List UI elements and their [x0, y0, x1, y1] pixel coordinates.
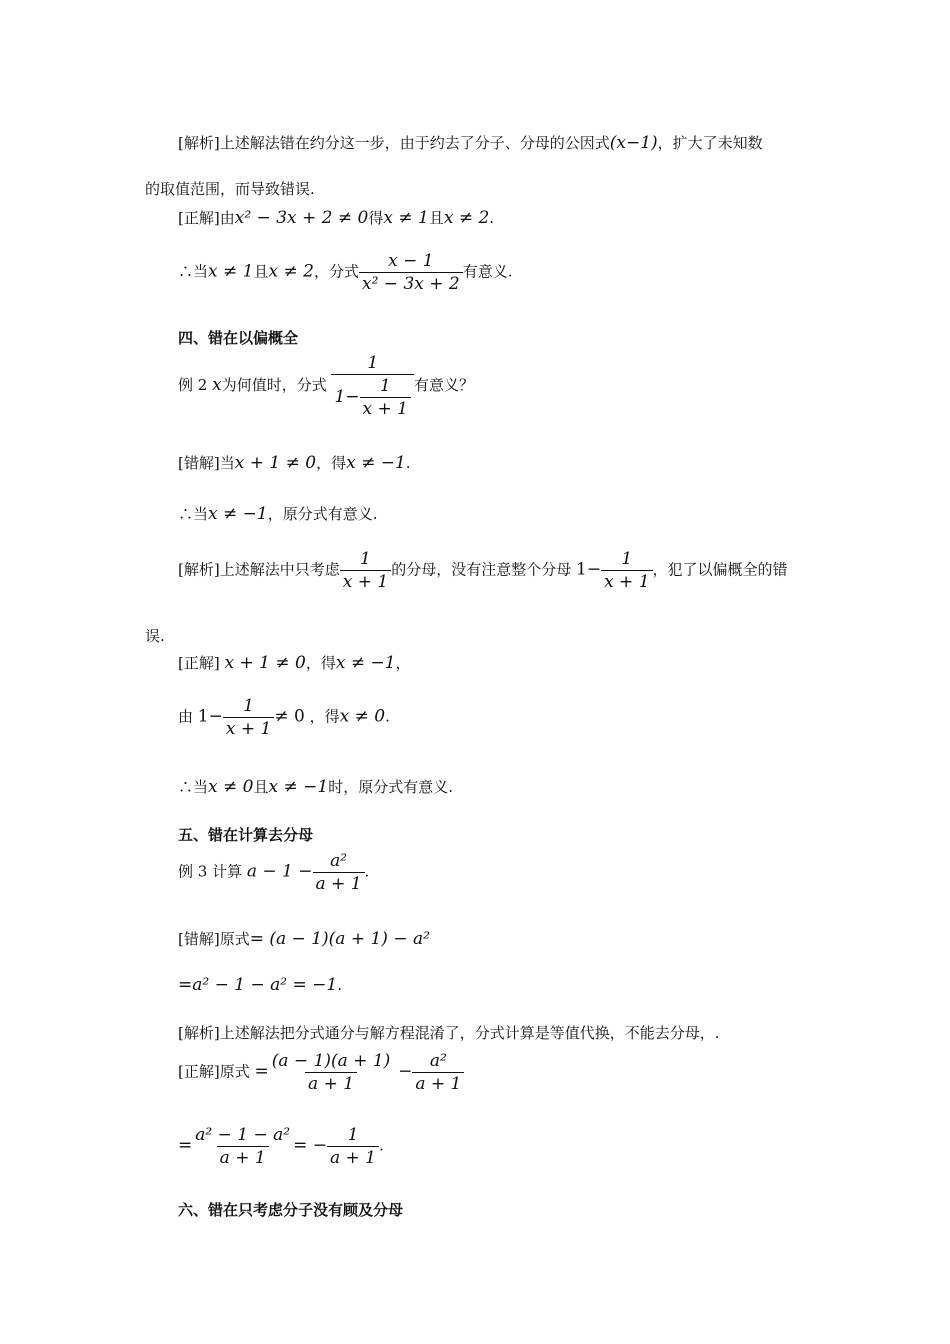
- text: .: [405, 454, 411, 472]
- fraction-denominator: x + 1: [223, 717, 274, 740]
- text: 为何值时，分式: [221, 376, 327, 394]
- text: 由: [178, 707, 194, 726]
- fraction-numerator: 1: [360, 549, 371, 569]
- correct-3-line-1: [178, 1050, 464, 1095]
- text: .: [489, 209, 495, 227]
- text: .: [385, 707, 390, 726]
- math-expr: x + 1 ≠ 0: [234, 453, 317, 473]
- fraction-numerator: a²: [330, 851, 348, 871]
- math-var: x: [212, 375, 222, 395]
- section-title-5: 五、错在计算去分母: [178, 826, 314, 844]
- math-expr: = (a − 1)(a + 1) − a²: [249, 929, 430, 949]
- analysis-tag: [解析]: [178, 134, 220, 152]
- fraction-numerator: x − 1: [388, 251, 434, 271]
- analysis-text: 上述解法错在约分这一步，由于约去了分子、分母的公因式: [219, 134, 610, 152]
- section-title-6: 六、错在只考虑分子没有顾及分母: [178, 1201, 404, 1219]
- analysis-3-line: [178, 1022, 720, 1043]
- math-expr: 1−: [576, 559, 602, 580]
- text: .: [379, 1136, 384, 1155]
- fraction: [223, 695, 274, 740]
- example-2-line: [178, 352, 474, 420]
- analysis-text: ，扩大了未知数: [657, 134, 763, 152]
- text: ，得: [309, 707, 340, 726]
- math-expr: =: [254, 1061, 269, 1082]
- text: ∴当: [178, 505, 209, 523]
- text: 有意义.: [462, 262, 513, 281]
- fraction-numerator: a²: [429, 1051, 447, 1071]
- text: 上述解法把分式通分与解方程混淆了，分式计算是等值代换，不能去分母，.: [219, 1024, 720, 1042]
- text: 上述解法中只考虑: [219, 560, 340, 579]
- text: .: [337, 976, 342, 994]
- fraction: [359, 250, 463, 295]
- fraction-denominator: x² − 3x + 2: [359, 272, 463, 295]
- text: ，原分式有意义.: [267, 505, 378, 523]
- math-expr: x² − 3x + 2 ≠ 0: [234, 208, 369, 228]
- wrong-2-conclusion: [178, 503, 378, 524]
- correct-3-line-2: [178, 1124, 384, 1169]
- correct-tag: [正解]: [178, 1062, 220, 1081]
- math-expr: = −: [293, 1135, 327, 1156]
- text: ∴当: [178, 262, 209, 281]
- math-expr: ≠ 0: [274, 706, 305, 727]
- fraction: [269, 1050, 394, 1095]
- fraction-denominator: a + 1: [412, 1072, 464, 1095]
- fraction-denominator: x + 1: [340, 570, 391, 593]
- text: 原式: [219, 930, 250, 948]
- text: 且: [428, 209, 444, 227]
- math-expr: x ≠ 2: [268, 261, 314, 282]
- inner-fraction: [360, 375, 411, 420]
- section-title-4: 四、错在以偏概全: [178, 329, 299, 347]
- correct-2-line-2: [178, 695, 390, 740]
- fraction: [313, 850, 365, 895]
- fraction-numerator: a² − 1 − a²: [195, 1125, 291, 1145]
- wrong-tag: [错解]: [178, 454, 220, 472]
- text: 且: [253, 262, 269, 281]
- fraction-numerator: 1: [243, 696, 254, 716]
- correct-tag: [正解]: [178, 209, 220, 227]
- fraction: [331, 352, 414, 420]
- math-expr: x ≠ 2: [443, 208, 490, 228]
- correct-1-line: [178, 207, 494, 228]
- example-3-line: [178, 850, 369, 895]
- math-expr: x ≠ 1: [208, 261, 254, 282]
- math-expr: x ≠ 0: [208, 777, 254, 797]
- text: ，分式: [313, 262, 359, 281]
- math-expr: 1−: [334, 387, 360, 407]
- fraction: [340, 548, 391, 593]
- math-expr: x ≠ −1: [346, 453, 406, 473]
- analysis-tag: [解析]: [178, 560, 220, 579]
- text: ，得: [316, 454, 347, 472]
- fraction-numerator: 1: [621, 549, 633, 569]
- correct-2-line-1: [178, 652, 411, 673]
- example-label: 例 2: [178, 376, 208, 394]
- fraction-denominator: a + 1: [327, 1146, 379, 1169]
- text: 有意义？: [414, 376, 475, 394]
- math-expr: =: [178, 1135, 193, 1156]
- fraction-numerator: 1: [347, 1125, 359, 1145]
- text: 原式: [219, 1062, 250, 1081]
- text: ，得: [305, 654, 336, 672]
- math-expr: x ≠ 0: [339, 706, 386, 727]
- example-label: 例 3 计算: [178, 862, 243, 881]
- math-expr: 1−: [197, 706, 223, 727]
- wrong-3-line-1: [178, 928, 430, 949]
- text: 的分母，没有注意整个分母: [391, 560, 572, 579]
- fraction-denominator: [331, 374, 414, 420]
- math-expr: x ≠ −1: [335, 653, 396, 673]
- conclusion-1-line: [178, 250, 513, 295]
- fraction-denominator: a + 1: [217, 1146, 269, 1169]
- math-expr: x + 1 ≠ 0: [224, 653, 306, 673]
- fraction: [601, 548, 652, 593]
- fraction-numerator: 1: [367, 353, 379, 373]
- fraction-denominator: a + 1: [313, 872, 365, 895]
- wrong-2-line: [178, 452, 411, 473]
- analysis-1-line-1: [178, 132, 763, 153]
- math-expr: x ≠ 1: [383, 208, 429, 228]
- wrong-3-line-2: [178, 975, 342, 995]
- math-expr: =a² − 1 − a² = −1: [178, 975, 338, 995]
- fraction: [412, 1050, 464, 1095]
- correct-tag: [正解]: [178, 654, 220, 672]
- fraction: [192, 1124, 293, 1169]
- math-factor: (x−1): [609, 133, 658, 153]
- fraction: [327, 1124, 379, 1169]
- math-expr: a − 1 −: [246, 861, 313, 882]
- text: 且: [253, 778, 269, 796]
- fraction-denominator: a + 1: [305, 1072, 357, 1095]
- analysis-2-line-1: [178, 548, 788, 593]
- fraction-numerator: (a − 1)(a + 1): [271, 1051, 391, 1071]
- text: ，: [395, 654, 411, 672]
- text: 时，原分式有意义.: [328, 778, 453, 796]
- fraction-numerator: 1: [379, 376, 391, 396]
- analysis-2-line-2: 误.: [145, 627, 165, 645]
- math-expr: x ≠ −1: [208, 504, 268, 524]
- fraction-denominator: x + 1: [360, 397, 411, 420]
- text: ∴当: [178, 778, 209, 796]
- math-expr: x ≠ −1: [268, 777, 329, 797]
- text: 得: [368, 209, 384, 227]
- text: .: [364, 862, 370, 881]
- wrong-tag: [错解]: [178, 930, 220, 948]
- conclusion-2-line: [178, 776, 453, 797]
- text: ，犯了以偏概全的错: [652, 560, 788, 579]
- text: 由: [219, 209, 235, 227]
- text: 当: [219, 454, 235, 472]
- fraction-denominator: x + 1: [601, 570, 652, 593]
- analysis-tag: [解析]: [178, 1024, 220, 1042]
- math-expr: −: [398, 1061, 413, 1082]
- analysis-1-line-2: 的取值范围，而导致错误.: [145, 180, 315, 198]
